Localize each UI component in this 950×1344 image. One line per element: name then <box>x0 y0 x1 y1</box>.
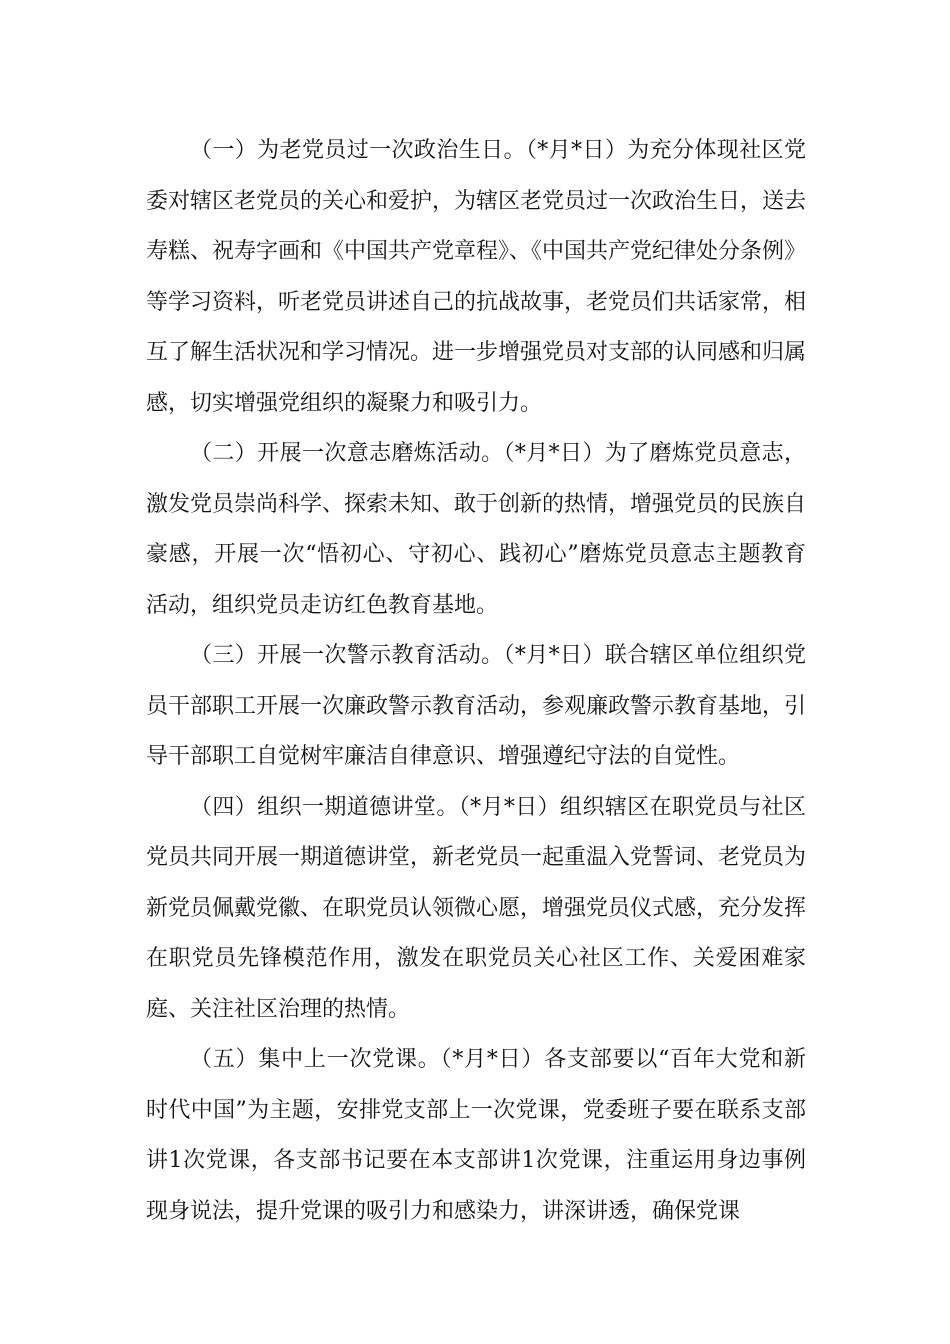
document-body <box>146 126 806 1237</box>
paragraph-1: （一）为老党员过一次政治生日。（*月*日）为充分体现社区党委对辖区老党员的关心和爱护，为辖区老党员过一次政治生日，送去寿糕、祝寿字画和《中国共产党章程》、《中国共产党纪律处分条例》等学习资料，听老党员讲述自己的抗战故事，老党员们共话家常，相互了解生活状况和学习情况。进一步增强党员对支部的认同感和归属感，切实增强党组织的凝聚力和吸引力。 <box>146 138 807 416</box>
paragraph-5: （五）集中上一次党课。（*月*日）各支部要以“百年大党和新时代中国”为主题，安排党支部上一次党课，党委班子要在联系支部讲1次党课，各支部书记要在本支部讲1次党课，注重运用身边事例现身说法，提升党课的吸引力和感染力，讲深讲透，确保党课 <box>146 1047 806 1224</box>
paragraph-2: （二）开展一次意志磨炼活动。（*月*日）为了磨炼党员意志，激发党员崇尚科学、探索未知、敢于创新的热情，增强党员的民族自豪感，开展一次“悟初心、守初心、践初心”磨炼党员意志主题教育活动，组织党员走访红色教育基地。 <box>146 441 807 618</box>
paragraph-4: （四）组织一期道德讲堂。（*月*日）组织辖区在职党员与社区党员共同开展一期道德讲堂，新老党员一起重温入党誓词、老党员为新党员佩戴党徽、在职党员认领微心愿，增强党员仪式感，充分发挥在职党员先锋模范作用，激发在职党员关心社区工作、关爱困难家庭、关注社区治理的热情。 <box>146 794 807 1022</box>
paragraph-3: （三）开展一次警示教育活动。（*月*日）联合辖区单位组织党员干部职工开展一次廉政警示教育活动，参观廉政警示教育基地，引导干部职工自觉树牢廉洁自律意识、增强遵纪守法的自觉性。 <box>146 643 807 769</box>
